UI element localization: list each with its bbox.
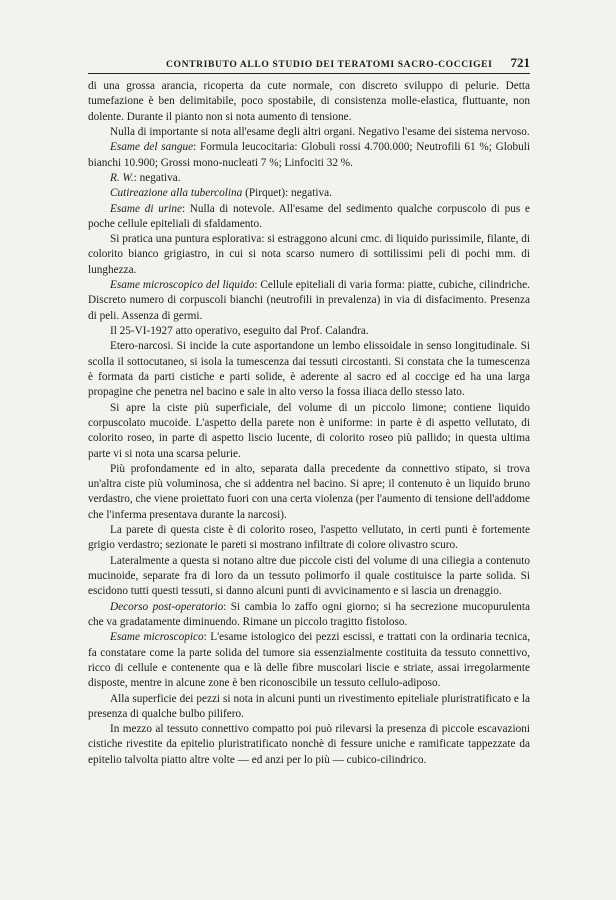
paragraph-esame-liquido: Esame microscopico del liquido: Cellule epiteliali di varia forma: piatte, cubiche, cilindriche. Discreto numero di corpuscoli bianchi (neutrofili in prevalenza) in via di disfacimento. Presenza di peli. Assenza di germi. (88, 279, 530, 322)
running-title: CONTRIBUTO ALLO STUDIO DEI TERATOMI SACRO-COCCIGEI (166, 59, 493, 70)
section-label: Esame microscopico (110, 631, 204, 644)
paragraph-rw: R. W.: negativa. (110, 171, 181, 184)
paragraph: Più profondamente ed in alto, separata dalla precedente da connettivo stipato, si trova un'altra ciste più voluminosa, che si addentra nel bacino. Si apre; il contenuto è un liquido bruno verdastro, che viene proiettato fuori con una certa violenza (per l'aumento di tensione dell'addome che l'inferma presentava durante la narcosi). (88, 462, 530, 521)
paragraph-decorso: Decorso post-operatorio: Si cambia lo zaffo ogni giorno; si ha secrezione mucopurulenta che va gradatamente diminuendo. Rimane un piccolo tragitto fistoloso. (88, 600, 530, 628)
paragraph-esame-urine: Esame di urine: Nulla di notevole. All'esame del sedimento qualche corpuscolo di pus e poche cellule epiteliali di sfaldamento. (88, 202, 530, 230)
section-label: Cutireazione alla tubercolina (110, 187, 243, 200)
page-number: 721 (510, 55, 530, 70)
section-label: Decorso post-operatorio (110, 600, 224, 613)
section-label: Esame microscopico del liquido (110, 279, 255, 292)
paragraph: Si pratica una puntura esplorativa: si estraggono alcuni cmc. di liquido purissimile, filante, di colorito bianco grigiastro, in cui si nota scarso numero di sottilissimi peli di pochi mm. di lunghezza. (88, 233, 530, 276)
paragraph: Lateralmente a questa si notano altre due piccole cisti del volume di una ciliegia a contenuto mucinoide, separate fra di loro da un tessuto polimorfo il quale costituisce la parte solida. Si escidono tutti questi tessuti, si danno alcuni punti di avvicinamento e si lascia un drenaggio. (88, 554, 530, 598)
section-label: Esame del sangue (110, 141, 194, 154)
paragraph-esame-sangue: Esame del sangue: Formula leucocitaria: Globuli rossi 4.700.000; Neutrofili 61 %; Globuli bianchi 10.900; Grossi mono-nucleati 7 %; Linfociti 32 %. (88, 141, 530, 169)
paragraph: Il 25-VI-1927 atto operativo, eseguito dal Prof. Calandra. (110, 325, 369, 337)
page-header (88, 55, 530, 71)
paragraph: La parete di questa ciste è di colorito roseo, l'aspetto vellutato, in certi punti è fortemente grigio verdastro; sezionate le pareti si mostrano infiltrate di colore olivastro scuro. (88, 524, 530, 552)
section-label: R. W. (110, 171, 134, 184)
paragraph: In mezzo al tessuto connettivo compatto poi può rilevarsi la presenza di piccole escavazioni cistiche rivestite da epitelio pluristratificato nonchè di fessure uniche e ramificate tappezzate da epitelio talvolta piatto altre volte — ed anzi per lo più — cubico-cilindrico. (88, 723, 530, 766)
section-label: Esame di urine (110, 202, 182, 215)
paragraph: Alla superficie dei pezzi si nota in alcuni punti un rivestimento epiteliale pluristratificato e la presenza di qualche bulbo pilifero. (88, 692, 530, 720)
paragraph: Nulla di importante si nota all'esame degli altri organi. Negativo l'esame dei sistema nervoso. (110, 125, 530, 138)
paragraph: Etero-narcosi. Si incide la cute asportandone un lembo elissoidale in senso longitudinale. Si scolla il sottocutaneo, si isola la tumescenza dai tessuti circostanti. Si constata che la tumescenza è formata da parti cistiche e parti solide, è aderente al sacro ed al coccige ed ha una larga propagine che penetra nel bacino e sale in alto verso la fossa iliaca dello stesso lato. (88, 340, 530, 399)
paragraph-cutireazione: Cutireazione alla tubercolina (Pirquet): negativa. (110, 187, 332, 200)
paragraph: Si apre la ciste più superficiale, del volume di un piccolo limone; contiene liquido corpuscolato mucoide. L'aspetto della parete non è uniforme: in parte è di aspetto vellutato, di colorito roseo, in parte di aspetto liscio lucente, di colorito roseo più pallido; in questa ultima parte vi si nota una scarsa pelurie. (88, 401, 530, 460)
header-rule (88, 73, 530, 74)
paragraph-esame-microscopico: Esame microscopico: L'esame istologico dei pezzi escissi, e trattati con la ordinaria tecnica, fa constatare come la parte solida del tumore sia essenzialmente costituita da tessuto connettivo, ricco di cellule e contenente qua e là delle fibre muscolari liscie e striate, assai irregolarmente disposte, mentre in alcune zone è ben riconoscibile un tessuto cellulo-adiposo. (88, 631, 531, 690)
paragraph: di una grossa arancia, ricoperta da cute normale, con discreto sviluppo di pelurie. Detta tumefazione è ben delimitabile, poco spostabile, di consistenza molle-elastica, fluttuante, non dolente. Durante il pianto non si nota aumento di tensione. (88, 80, 530, 123)
article-body (88, 79, 530, 768)
